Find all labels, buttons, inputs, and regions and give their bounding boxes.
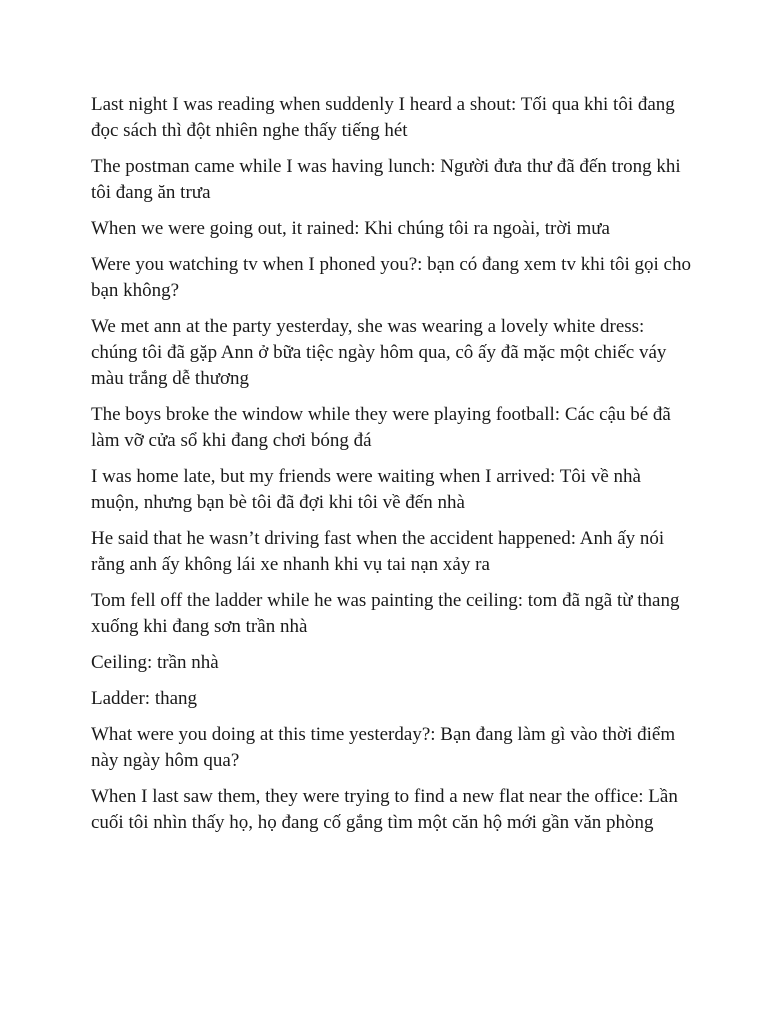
paragraph: Ceiling: trần nhà: [91, 652, 219, 673]
paragraph: When we were going out, it rained: Khi chúng tôi ra ngoài, trời mưa: [91, 218, 610, 239]
paragraph: Last night I was reading when suddenly I heard a shout: Tối qua khi tôi đang đọc sách thì đột nhiên nghe thấy tiếng hét: [91, 94, 675, 141]
paragraph: The postman came while I was having lunch: Người đưa thư đã đến trong khi tôi đang ăn trưa: [91, 156, 681, 203]
paragraph: When I last saw them, they were trying to find a new flat near the office: Lần cuối tôi nhìn thấy họ, họ đang cố gắng tìm một căn hộ mới gần văn phòng: [91, 786, 678, 833]
paragraph: We met ann at the party yesterday, she was wearing a lovely white dress: chúng tôi đã gặp Ann ở bữa tiệc ngày hôm qua, cô ấy đã mặc một chiếc váy màu trắng dễ thương: [91, 316, 667, 389]
paragraph: Tom fell off the ladder while he was painting the ceiling: tom đã ngã từ thang xuống khi đang sơn trần nhà: [91, 590, 680, 637]
paragraph: Ladder: thang: [91, 688, 198, 709]
paragraph: Were you watching tv when I phoned you?: bạn có đang xem tv khi tôi gọi cho bạn không?: [91, 254, 691, 301]
paragraph: I was home late, but my friends were waiting when I arrived: Tôi về nhà muộn, nhưng bạn bè tôi đã đợi khi tôi về đến nhà: [91, 466, 641, 513]
document-body: [91, 92, 691, 846]
paragraph: He said that he wasn’t driving fast when the accident happened: Anh ấy nói rằng anh ấy không lái xe nhanh khi vụ tai nạn xảy ra: [91, 528, 665, 575]
paragraph: What were you doing at this time yesterday?: Bạn đang làm gì vào thời điểm này ngày hôm qua?: [91, 724, 676, 771]
paragraph: The boys broke the window while they were playing football: Các cậu bé đã làm vỡ cửa sổ khi đang chơi bóng đá: [91, 404, 671, 451]
